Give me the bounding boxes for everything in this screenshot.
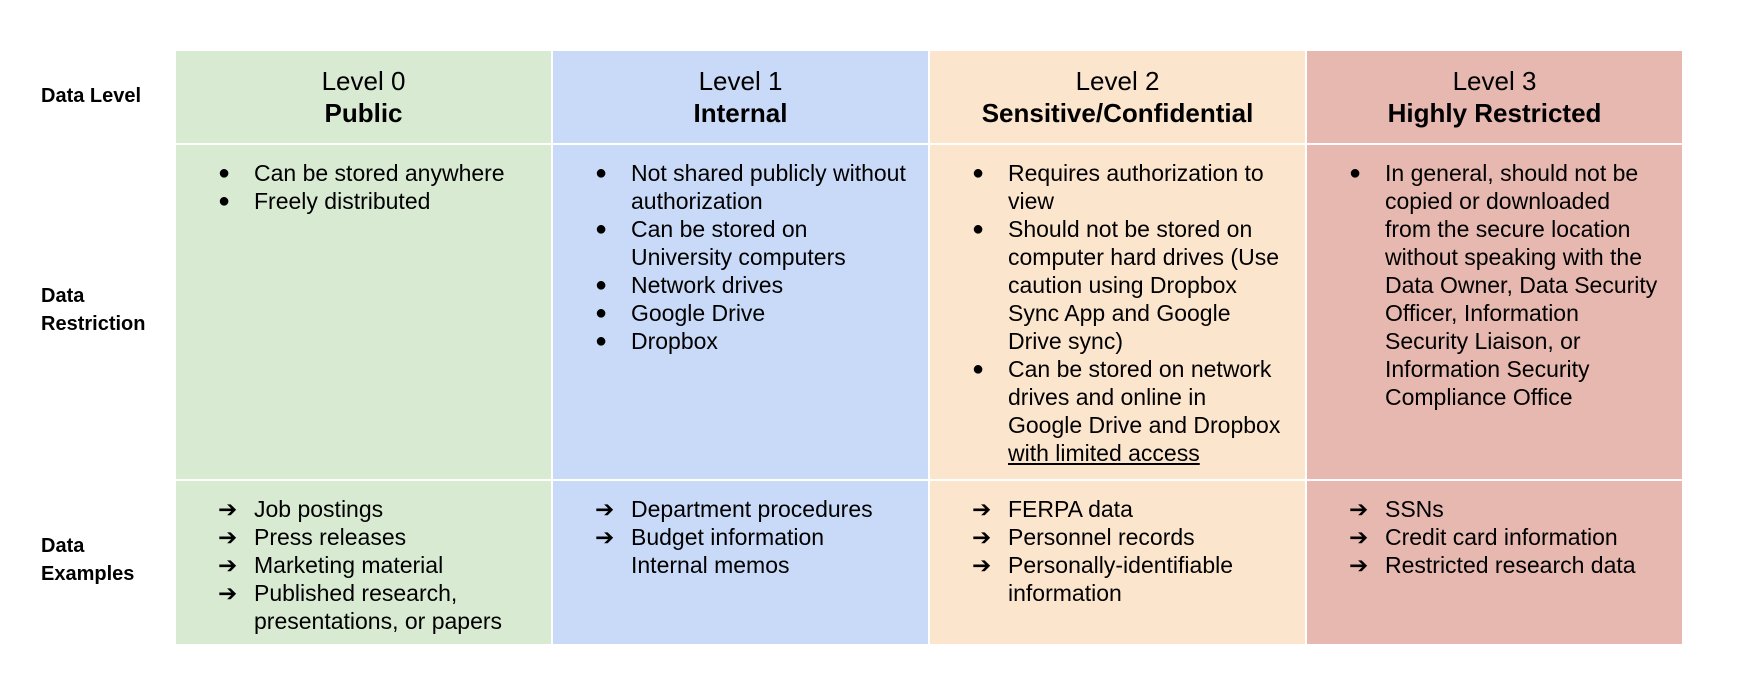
bullet-icon: ●	[972, 218, 985, 240]
example-text: Published research, presentations, or papers	[254, 580, 503, 634]
level-2-header	[930, 51, 1305, 143]
bullet-icon: ●	[218, 190, 231, 212]
bullet-icon: ●	[595, 330, 608, 352]
restriction-text: Dropbox	[631, 328, 718, 354]
arrow-right-icon: ➔	[218, 496, 238, 522]
restriction-underlined-text: with limited access	[1008, 440, 1200, 466]
example-text: Job postings	[254, 496, 384, 522]
level-0-number: Level 0	[321, 66, 406, 96]
list-item	[1349, 159, 1662, 411]
list-item	[595, 523, 908, 551]
restriction-text: In general, should not be copied or downloaded from the secure location without speaking with the Data Owner, Data Security Officer, Information Security Liaison, or Information Security Compliance Office	[1385, 160, 1658, 410]
arrow-right-icon: ➔	[1349, 524, 1369, 550]
example-text: Personally-identifiable information	[1008, 552, 1234, 606]
list-item	[218, 187, 531, 215]
example-text: Internal memos	[631, 552, 790, 578]
example-text: SSNs	[1385, 496, 1444, 522]
list-item	[595, 495, 908, 523]
data-classification-table	[176, 51, 1682, 640]
level-0-restrictions	[176, 145, 551, 479]
arrow-right-icon: ➔	[595, 496, 615, 522]
example-text: Budget information	[631, 524, 825, 550]
arrow-right-icon: ➔	[218, 552, 238, 578]
example-text: Restricted research data	[1385, 552, 1636, 578]
restriction-text: Can be stored anywhere	[254, 160, 505, 186]
level-1-examples	[553, 481, 928, 644]
example-text: FERPA data	[1008, 496, 1133, 522]
bullet-icon: ●	[595, 302, 608, 324]
level-0-header	[176, 51, 551, 143]
list-item	[595, 271, 908, 299]
list-item	[595, 159, 908, 215]
level-3-header	[1307, 51, 1682, 143]
restriction-text: Google Drive	[631, 300, 766, 326]
arrow-right-icon: ➔	[1349, 496, 1369, 522]
row-label-data-restriction: Data Restriction	[41, 285, 146, 335]
list-item	[218, 495, 531, 523]
level-3-name: Highly Restricted	[1387, 98, 1602, 128]
example-text: Credit card information	[1385, 524, 1618, 550]
bullet-icon: ●	[218, 162, 231, 184]
list-item	[972, 159, 1285, 215]
level-2-number: Level 2	[1075, 66, 1160, 96]
restriction-text: Not shared publicly without authorization	[631, 160, 906, 214]
level-1-header	[553, 51, 928, 143]
arrow-right-icon: ➔	[218, 524, 238, 550]
list-item	[595, 551, 908, 579]
list-item	[1349, 551, 1662, 579]
list-item	[972, 355, 1285, 467]
list-item	[972, 523, 1285, 551]
level-2-restrictions	[930, 145, 1305, 479]
list-item	[218, 579, 531, 635]
arrow-right-icon: ➔	[218, 580, 238, 606]
list-item	[972, 215, 1285, 355]
list-item	[595, 327, 908, 355]
bullet-icon: ●	[1349, 162, 1362, 184]
arrow-right-icon: ➔	[1349, 552, 1369, 578]
row-label-data-examples: Data Examples	[41, 535, 135, 585]
arrow-right-icon: ➔	[595, 524, 615, 550]
list-item	[972, 495, 1285, 523]
example-text: Department procedures	[631, 496, 873, 522]
arrow-right-icon: ➔	[972, 496, 992, 522]
example-text: Marketing material	[254, 552, 444, 578]
row-label-data-level: Data Level	[41, 85, 142, 107]
list-item	[218, 523, 531, 551]
list-item	[218, 551, 531, 579]
level-2-name: Sensitive/Confidential	[981, 98, 1254, 128]
level-2-examples	[930, 481, 1305, 644]
restriction-text: Freely distributed	[254, 188, 431, 214]
level-0-examples	[176, 481, 551, 644]
level-1-restrictions	[553, 145, 928, 479]
example-text: Press releases	[254, 524, 407, 550]
list-item	[218, 159, 531, 187]
level-0-name: Public	[324, 98, 403, 128]
list-item	[595, 299, 908, 327]
level-1-number: Level 1	[698, 66, 783, 96]
arrow-right-icon: ➔	[972, 552, 992, 578]
restriction-text: Can be stored on University computers	[631, 216, 846, 270]
level-1-name: Internal	[693, 98, 788, 128]
list-item	[1349, 495, 1662, 523]
restriction-text: Can be stored on network drives and online in Google Drive and Dropbox	[1008, 356, 1281, 438]
list-item	[972, 551, 1285, 607]
list-item	[595, 215, 908, 271]
level-3-number: Level 3	[1452, 66, 1537, 96]
restriction-text: Network drives	[631, 272, 784, 298]
arrow-right-icon: ➔	[972, 524, 992, 550]
example-text: Personnel records	[1008, 524, 1195, 550]
bullet-icon: ●	[972, 162, 985, 184]
bullet-icon: ●	[972, 358, 985, 380]
bullet-icon: ●	[595, 162, 608, 184]
list-item	[1349, 523, 1662, 551]
bullet-icon: ●	[595, 218, 608, 240]
restriction-text: Requires authorization to view	[1008, 160, 1264, 214]
bullet-icon: ●	[595, 274, 608, 296]
restriction-text: Should not be stored on computer hard drives (Use caution using Dropbox Sync App and Google Drive sync)	[1008, 216, 1279, 354]
level-3-examples	[1307, 481, 1682, 644]
level-3-restrictions	[1307, 145, 1682, 479]
